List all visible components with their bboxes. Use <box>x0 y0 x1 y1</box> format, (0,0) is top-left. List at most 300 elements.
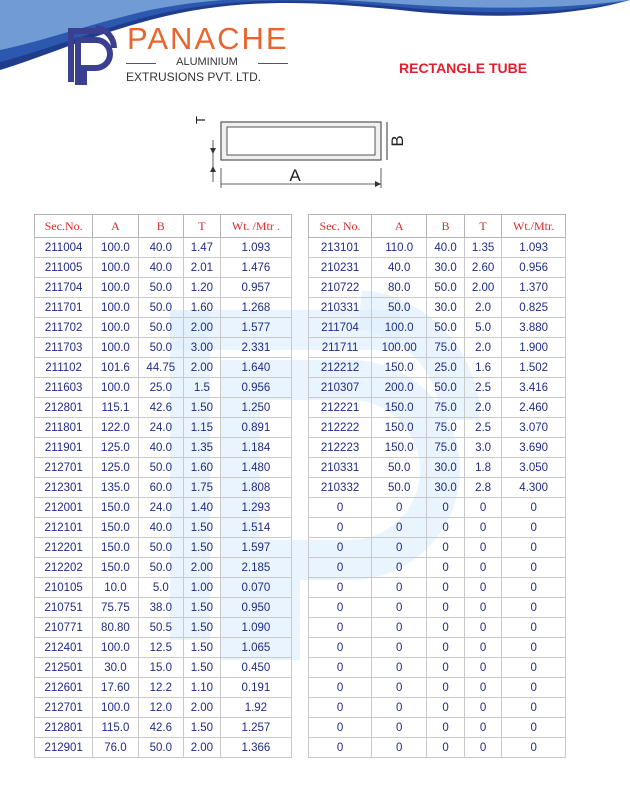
table-cell: 0 <box>372 598 427 618</box>
table-row <box>309 438 566 458</box>
table-cell: 0 <box>372 498 427 518</box>
table-cell: 2.00 <box>184 358 221 378</box>
table-cell: 100.0 <box>93 338 138 358</box>
table-cell: 25.0 <box>427 358 465 378</box>
table-cell: 212222 <box>309 418 372 438</box>
table-cell: 115.0 <box>93 718 138 738</box>
table-cell: 44.75 <box>138 358 183 378</box>
table-cell: 4.300 <box>502 478 566 498</box>
table-cell: 30.0 <box>427 458 465 478</box>
table-cell: 40.0 <box>427 238 465 258</box>
table-row <box>35 618 292 638</box>
table-cell: 210771 <box>35 618 93 638</box>
table-cell: 1.60 <box>184 298 221 318</box>
brand-company-line: EXTRUSIONS PVT. LTD. <box>126 70 262 84</box>
table-cell: 40.0 <box>138 238 183 258</box>
table-cell: 0.957 <box>220 278 291 298</box>
table-cell: 5.0 <box>464 318 502 338</box>
table-cell: 0 <box>427 578 465 598</box>
table-cell: 212601 <box>35 678 93 698</box>
table-cell: 0 <box>427 658 465 678</box>
table-cell: 2.00 <box>184 698 221 718</box>
table-cell: 0 <box>309 638 372 658</box>
table-cell: 0 <box>464 558 502 578</box>
table-cell: 150.0 <box>372 358 427 378</box>
column-header: Sec. No. <box>309 215 372 238</box>
table-cell: 150.0 <box>372 398 427 418</box>
table-cell: 1.47 <box>184 238 221 258</box>
table-cell: 150.0 <box>372 438 427 458</box>
table-cell: 75.0 <box>427 418 465 438</box>
table-cell: 0.450 <box>220 658 291 678</box>
table-cell: 150.0 <box>93 518 138 538</box>
table-cell: 150.0 <box>93 498 138 518</box>
column-header: Sec.No. <box>35 215 93 238</box>
column-header: T <box>184 215 221 238</box>
table-cell: 12.0 <box>138 698 183 718</box>
table-cell: 0 <box>309 538 372 558</box>
table-cell: 0 <box>372 678 427 698</box>
table-row <box>309 538 566 558</box>
table-cell: 125.0 <box>93 438 138 458</box>
table-row <box>309 298 566 318</box>
table-cell: 2.331 <box>220 338 291 358</box>
table-cell: 1.502 <box>502 358 566 378</box>
table-row <box>309 598 566 618</box>
brand-subtitle: ALUMINIUM <box>126 56 288 69</box>
table-cell: 1.00 <box>184 578 221 598</box>
table-cell: 60.0 <box>138 478 183 498</box>
table-cell: 1.640 <box>220 358 291 378</box>
table-cell: 211901 <box>35 438 93 458</box>
table-header-row <box>309 215 566 238</box>
table-cell: 1.268 <box>220 298 291 318</box>
table-cell: 211703 <box>35 338 93 358</box>
table-row <box>35 278 292 298</box>
table-row <box>35 478 292 498</box>
table-cell: 2.00 <box>184 738 221 758</box>
table-cell: 2.5 <box>464 378 502 398</box>
table-cell: 1.92 <box>220 698 291 718</box>
table-cell: 2.0 <box>464 338 502 358</box>
table-cell: 2.185 <box>220 558 291 578</box>
table-cell: 212221 <box>309 398 372 418</box>
table-cell: 1.900 <box>502 338 566 358</box>
table-cell: 0 <box>464 498 502 518</box>
table-cell: 40.0 <box>372 258 427 278</box>
table-cell: 0 <box>427 598 465 618</box>
table-cell: 1.476 <box>220 258 291 278</box>
table-cell: 212501 <box>35 658 93 678</box>
table-cell: 100.0 <box>372 318 427 338</box>
table-cell: 0 <box>464 738 502 758</box>
table-cell: 0.956 <box>502 258 566 278</box>
table-cell: 0 <box>464 518 502 538</box>
table-cell: 0 <box>464 658 502 678</box>
table-cell: 24.0 <box>138 418 183 438</box>
table-cell: 1.50 <box>184 658 221 678</box>
table-cell: 0 <box>372 718 427 738</box>
table-cell: 24.0 <box>138 498 183 518</box>
table-cell: 211701 <box>35 298 93 318</box>
table-cell: 1.065 <box>220 638 291 658</box>
table-cell: 38.0 <box>138 598 183 618</box>
table-cell: 0 <box>309 658 372 678</box>
table-cell: 0 <box>502 558 566 578</box>
dimension-b-label: B <box>388 135 407 147</box>
table-row <box>35 658 292 678</box>
table-cell: 0 <box>502 598 566 618</box>
table-cell: 50.0 <box>138 458 183 478</box>
table-cell: 0 <box>372 538 427 558</box>
table-row <box>309 578 566 598</box>
table-cell: 0 <box>502 658 566 678</box>
table-row <box>35 358 292 378</box>
table-cell: 212001 <box>35 498 93 518</box>
table-row <box>35 458 292 478</box>
table-cell: 211801 <box>35 418 93 438</box>
table-row <box>309 338 566 358</box>
table-cell: 213101 <box>309 238 372 258</box>
rectangle-tube-diagram <box>195 110 415 195</box>
table-row <box>35 258 292 278</box>
table-cell: 1.50 <box>184 638 221 658</box>
table-cell: 0.191 <box>220 678 291 698</box>
table-cell: 210105 <box>35 578 93 598</box>
table-cell: 50.5 <box>138 618 183 638</box>
table-row <box>309 278 566 298</box>
table-cell: 0 <box>372 578 427 598</box>
table-cell: 2.0 <box>464 398 502 418</box>
table-row <box>309 378 566 398</box>
table-cell: 1.093 <box>502 238 566 258</box>
table-cell: 17.60 <box>93 678 138 698</box>
table-row <box>35 558 292 578</box>
table-cell: 0 <box>464 718 502 738</box>
table-cell: 100.0 <box>93 238 138 258</box>
table-cell: 0.950 <box>220 598 291 618</box>
table-cell: 0 <box>464 618 502 638</box>
table-cell: 0.891 <box>220 418 291 438</box>
table-cell: 1.35 <box>464 238 502 258</box>
table-cell: 1.514 <box>220 518 291 538</box>
table-row <box>35 418 292 438</box>
table-cell: 0 <box>427 498 465 518</box>
table-cell: 0 <box>502 538 566 558</box>
table-cell: 50.0 <box>372 478 427 498</box>
table-cell: 2.00 <box>464 278 502 298</box>
table-cell: 15.0 <box>138 658 183 678</box>
table-cell: 110.0 <box>372 238 427 258</box>
table-cell: 100.0 <box>93 278 138 298</box>
table-cell: 0 <box>427 538 465 558</box>
table-row <box>309 398 566 418</box>
table-cell: 50.0 <box>427 378 465 398</box>
table-cell: 211702 <box>35 318 93 338</box>
table-cell: 212223 <box>309 438 372 458</box>
table-cell: 3.880 <box>502 318 566 338</box>
table-cell: 75.75 <box>93 598 138 618</box>
table-cell: 150.0 <box>93 558 138 578</box>
table-row <box>309 318 566 338</box>
table-cell: 2.60 <box>464 258 502 278</box>
table-cell: 1.15 <box>184 418 221 438</box>
table-cell: 3.416 <box>502 378 566 398</box>
table-cell: 0.956 <box>220 378 291 398</box>
table-cell: 50.0 <box>372 458 427 478</box>
table-cell: 3.050 <box>502 458 566 478</box>
table-cell: 212701 <box>35 698 93 718</box>
table-cell: 0.825 <box>502 298 566 318</box>
table-cell: 211004 <box>35 238 93 258</box>
table-row <box>35 298 292 318</box>
table-cell: 0 <box>372 518 427 538</box>
table-cell: 5.0 <box>138 578 183 598</box>
table-cell: 0 <box>372 638 427 658</box>
table-cell: 0 <box>427 558 465 578</box>
table-cell: 1.40 <box>184 498 221 518</box>
column-header: B <box>427 215 465 238</box>
table-cell: 212901 <box>35 738 93 758</box>
table-cell: 40.0 <box>138 258 183 278</box>
table-cell: 0 <box>309 738 372 758</box>
table-cell: 100.0 <box>93 698 138 718</box>
table-cell: 212801 <box>35 718 93 738</box>
table-cell: 30.0 <box>427 298 465 318</box>
table-cell: 0 <box>309 618 372 638</box>
column-header: Wt./Mtr. <box>502 215 566 238</box>
column-header: B <box>138 215 183 238</box>
table-row <box>35 498 292 518</box>
table-cell: 0 <box>309 718 372 738</box>
table-cell: 1.6 <box>464 358 502 378</box>
table-cell: 212212 <box>309 358 372 378</box>
table-cell: 0 <box>309 578 372 598</box>
table-cell: 2.460 <box>502 398 566 418</box>
table-cell: 0 <box>427 518 465 538</box>
table-cell: 150.0 <box>93 538 138 558</box>
table-row <box>35 238 292 258</box>
table-header-row <box>35 215 292 238</box>
table-cell: 122.0 <box>93 418 138 438</box>
table-cell: 0 <box>464 578 502 598</box>
table-cell: 42.6 <box>138 718 183 738</box>
table-cell: 115.1 <box>93 398 138 418</box>
table-row <box>309 618 566 638</box>
table-cell: 10.0 <box>93 578 138 598</box>
table-cell: 0 <box>309 598 372 618</box>
table-row <box>35 638 292 658</box>
table-cell: 212401 <box>35 638 93 658</box>
table-cell: 1.577 <box>220 318 291 338</box>
table-row <box>35 398 292 418</box>
table-cell: 50.0 <box>372 298 427 318</box>
table-cell: 40.0 <box>138 438 183 458</box>
column-header: A <box>93 215 138 238</box>
table-cell: 1.293 <box>220 498 291 518</box>
table-row <box>35 518 292 538</box>
table-cell: 1.257 <box>220 718 291 738</box>
table-cell: 0 <box>427 698 465 718</box>
table-row <box>309 418 566 438</box>
table-cell: 212801 <box>35 398 93 418</box>
table-cell: 0 <box>309 518 372 538</box>
table-cell: 75.0 <box>427 438 465 458</box>
table-cell: 212202 <box>35 558 93 578</box>
table-cell: 1.808 <box>220 478 291 498</box>
company-logo-icon <box>66 26 118 84</box>
table-cell: 0 <box>309 698 372 718</box>
table-cell: 1.8 <box>464 458 502 478</box>
table-row <box>309 238 566 258</box>
table-cell: 210307 <box>309 378 372 398</box>
table-cell: 50.0 <box>138 538 183 558</box>
table-cell: 1.093 <box>220 238 291 258</box>
table-cell: 210231 <box>309 258 372 278</box>
table-cell: 76.0 <box>93 738 138 758</box>
table-cell: 50.0 <box>138 298 183 318</box>
table-row <box>309 558 566 578</box>
table-row <box>309 678 566 698</box>
table-cell: 100.00 <box>372 338 427 358</box>
table-cell: 210331 <box>309 458 372 478</box>
table-cell: 0 <box>502 718 566 738</box>
table-cell: 0 <box>309 558 372 578</box>
table-row <box>35 698 292 718</box>
table-row <box>35 338 292 358</box>
table-cell: 210331 <box>309 298 372 318</box>
table-row <box>35 678 292 698</box>
table-cell: 0 <box>372 618 427 638</box>
table-cell: 1.35 <box>184 438 221 458</box>
table-cell: 1.50 <box>184 518 221 538</box>
table-cell: 2.0 <box>464 298 502 318</box>
table-cell: 1.184 <box>220 438 291 458</box>
table-cell: 210332 <box>309 478 372 498</box>
table-cell: 200.0 <box>372 378 427 398</box>
table-cell: 125.0 <box>93 458 138 478</box>
table-cell: 75.0 <box>427 398 465 418</box>
table-cell: 1.50 <box>184 618 221 638</box>
left-spec-table <box>34 214 292 758</box>
table-cell: 100.0 <box>93 378 138 398</box>
table-row <box>35 438 292 458</box>
table-cell: 0 <box>502 518 566 538</box>
table-cell: 80.0 <box>372 278 427 298</box>
table-row <box>309 478 566 498</box>
table-cell: 0 <box>502 698 566 718</box>
table-cell: 1.480 <box>220 458 291 478</box>
table-row <box>35 318 292 338</box>
table-cell: 0 <box>372 558 427 578</box>
table-cell: 135.0 <box>93 478 138 498</box>
table-row <box>309 638 566 658</box>
table-cell: 1.250 <box>220 398 291 418</box>
table-cell: 0 <box>502 638 566 658</box>
table-cell: 2.01 <box>184 258 221 278</box>
table-cell: 210722 <box>309 278 372 298</box>
table-cell: 211603 <box>35 378 93 398</box>
table-cell: 212701 <box>35 458 93 478</box>
table-cell: 0 <box>502 738 566 758</box>
table-row <box>35 538 292 558</box>
table-cell: 211005 <box>35 258 93 278</box>
table-cell: 0 <box>309 498 372 518</box>
table-cell: 50.0 <box>138 338 183 358</box>
table-cell: 211704 <box>35 278 93 298</box>
table-cell: 1.50 <box>184 538 221 558</box>
table-cell: 100.0 <box>93 318 138 338</box>
table-cell: 1.50 <box>184 718 221 738</box>
table-cell: 1.597 <box>220 538 291 558</box>
column-header: Wt. /Mtr . <box>220 215 291 238</box>
table-cell: 2.8 <box>464 478 502 498</box>
table-cell: 1.090 <box>220 618 291 638</box>
table-cell: 150.0 <box>372 418 427 438</box>
table-cell: 0 <box>502 498 566 518</box>
table-cell: 0 <box>502 678 566 698</box>
table-cell: 210751 <box>35 598 93 618</box>
table-cell: 0 <box>464 698 502 718</box>
table-cell: 1.10 <box>184 678 221 698</box>
table-cell: 0 <box>464 538 502 558</box>
table-row <box>35 578 292 598</box>
table-cell: 40.0 <box>138 518 183 538</box>
table-cell: 0 <box>427 618 465 638</box>
table-row <box>309 458 566 478</box>
table-row <box>309 738 566 758</box>
table-cell: 211102 <box>35 358 93 378</box>
table-cell: 100.0 <box>93 258 138 278</box>
table-row <box>309 518 566 538</box>
table-cell: 30.0 <box>427 478 465 498</box>
table-row <box>309 498 566 518</box>
table-cell: 12.5 <box>138 638 183 658</box>
table-row <box>35 738 292 758</box>
table-row <box>309 698 566 718</box>
table-cell: 0 <box>372 698 427 718</box>
table-cell: 100.0 <box>93 638 138 658</box>
table-cell: 0 <box>427 718 465 738</box>
right-spec-table <box>308 214 566 758</box>
table-cell: 1.75 <box>184 478 221 498</box>
table-cell: 1.20 <box>184 278 221 298</box>
table-cell: 212301 <box>35 478 93 498</box>
table-row <box>35 718 292 738</box>
table-cell: 3.00 <box>184 338 221 358</box>
table-cell: 212201 <box>35 538 93 558</box>
column-header: T <box>464 215 502 238</box>
table-cell: 12.2 <box>138 678 183 698</box>
table-cell: 50.0 <box>138 278 183 298</box>
table-cell: 50.0 <box>427 318 465 338</box>
column-header: A <box>372 215 427 238</box>
table-cell: 50.0 <box>138 318 183 338</box>
table-cell: 1.370 <box>502 278 566 298</box>
table-cell: 0 <box>502 618 566 638</box>
table-cell: 0 <box>309 678 372 698</box>
table-cell: 1.50 <box>184 598 221 618</box>
table-cell: 1.50 <box>184 398 221 418</box>
table-cell: 0 <box>464 598 502 618</box>
table-cell: 3.690 <box>502 438 566 458</box>
table-cell: 1.5 <box>184 378 221 398</box>
table-cell: 0 <box>372 738 427 758</box>
dimension-a-label: A <box>289 166 301 185</box>
table-row <box>309 718 566 738</box>
table-row <box>35 598 292 618</box>
table-cell: 2.5 <box>464 418 502 438</box>
